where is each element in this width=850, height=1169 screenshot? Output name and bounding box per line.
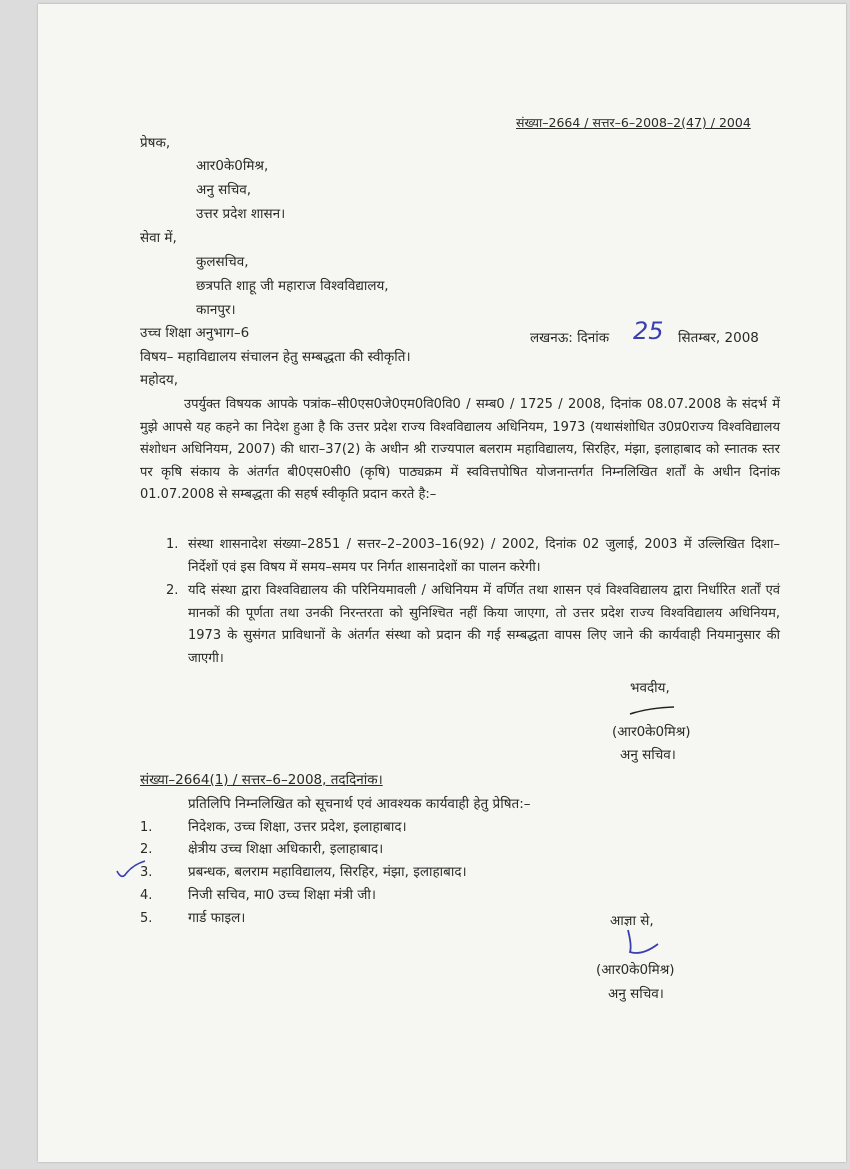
sender-label: प्रेषक, — [140, 135, 171, 151]
copy-item-number: 4. — [140, 888, 153, 903]
copy-item: गार्ड फाइल। — [188, 910, 246, 926]
recipient-label: सेवा में, — [140, 230, 177, 246]
section-name: उच्च शिक्षा अनुभाग–6 — [140, 325, 250, 341]
signatory-designation-2: अनु सचिव। — [608, 986, 664, 1002]
letter-page — [38, 4, 846, 1162]
condition-number: 2. — [166, 583, 179, 598]
recipient-designation: कुलसचिव, — [196, 254, 249, 270]
signature-mark — [628, 704, 678, 720]
copy-item: प्रबन्धक, बलराम महाविद्यालय, सिरहिर, मंझा, इलाहाबाद। — [188, 864, 467, 880]
condition-text: यदि संस्था द्वारा विश्वविद्यालय की परिनियमावली / अधिनियम में वर्णित तथा शासन एवं विश्वविद्यालय द्वारा निर्धारित शर्तों एवं मानकों की पूर्णता तथा उनकी निरन्तरता को सुनिश्चित नहीं किया जाएगा, तो उत्तर प्रदेश राज्य विश्वविद्यालय अधिनियम, 1973 के सुसंगत प्राविधानों के अंतर्गत संस्था को प्रदान की गई सम्बद्धता वापस लिए जाने की कार्यवाही नियमानुसार की जाएगी। — [188, 583, 781, 666]
recipient-city: कानपुर। — [196, 302, 236, 318]
signatory-name-2: (आर0के0मिश्र) — [596, 962, 675, 978]
closing-word: भवदीय, — [630, 680, 670, 696]
copy-item-number: 1. — [140, 820, 153, 835]
order-note: आज्ञा से, — [610, 913, 654, 929]
sender-designation: अनु सचिव, — [196, 182, 252, 198]
copy-item-number: 3. — [140, 865, 153, 880]
copy-item-number: 5. — [140, 911, 153, 926]
date-prefix: लखनऊ: दिनांक — [530, 330, 610, 346]
reference-number: संख्या–2664 / सत्तर–6–2008–2(47) / 2004 — [516, 115, 751, 130]
copy-reference: संख्या–2664(1) / सत्तर–6–2008, तददिनांक। — [140, 772, 383, 788]
copy-item-number: 2. — [140, 842, 153, 857]
recipient-university: छत्रपति शाहू जी महाराज विश्वविद्यालय, — [196, 278, 389, 294]
copy-item: क्षेत्रीय उच्च शिक्षा अधिकारी, इलाहाबाद। — [188, 841, 384, 857]
copy-intro: प्रतिलिपि निम्नलिखित को सूचनार्थ एवं आवश्यक कार्यवाही हेतु प्रेषित:– — [188, 796, 531, 812]
copy-item: निजी सचिव, मा0 उच्च शिक्षा मंत्री जी। — [188, 887, 376, 903]
condition-text: संस्था शासनादेश संख्या–2851 / सत्तर–2–2003–16(92) / 2002, दिनांक 02 जुलाई, 2003 में उल्लिखित दिशा–निर्देशों एवं इस विषय में समय–समय पर निर्गत शासनादेशों का पालन करेगी। — [188, 537, 780, 575]
initials-signature — [620, 926, 668, 960]
date-rest: सितम्बर, 2008 — [678, 330, 759, 346]
signatory-name: (आर0के0मिश्र) — [612, 724, 691, 740]
date-day-handwritten: 25 — [633, 317, 664, 345]
signatory-designation: अनु सचिव। — [620, 747, 676, 763]
salutation: महोदय, — [140, 372, 179, 388]
sender-name: आर0के0मिश्र, — [196, 158, 269, 174]
body-paragraph: उपर्युक्त विषयक आपके पत्रांक–सी0एस0जे0एम0वि0वि0 / सम्ब0 / 1725 / 2008, दिनांक 08.07.2008 के संदर्भ में मुझे आपसे यह कहने का निदेश हुआ है कि उत्तर प्रदेश राज्य विश्वविद्यालय अधिनियम, 1973 (यथासंशोधित उ0प्र0राज्य विश्वविद्यालय संशोधन अधिनियम, 2007) की धारा–37(2) के अधीन श्री राज्यपाल बलराम महाविद्यालय, सिरहिर, मंझा, इलाहाबाद को स्नातक स्तर पर कृषि संकाय के अंतर्गत बी0एस0सी0 (कृषि) पाठ्यक्रम में स्ववित्तपोषित योजनान्तर्गत निम्नलिखित शर्तों के अधीन दिनांक 01.07.2008 से सम्बद्धता की सहर्ष स्वीकृति प्रदान करते है:– — [140, 397, 780, 502]
sender-office: उत्तर प्रदेश शासन। — [196, 206, 286, 222]
condition-number: 1. — [166, 537, 179, 552]
copy-item: निदेशक, उच्च शिक्षा, उत्तर प्रदेश, इलाहाबाद। — [188, 819, 407, 835]
subject-line: विषय– महाविद्यालय संचालन हेतु सम्बद्धता की स्वीकृति। — [140, 349, 411, 365]
